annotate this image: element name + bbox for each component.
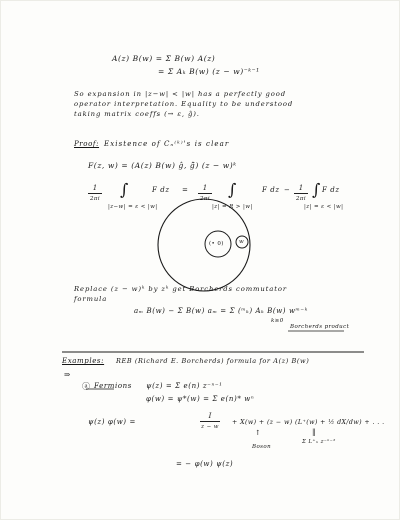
commutation-line-1: A(z) B(w) = Σ B(w) A(z) [112,54,216,63]
phi-expansion: φ(w) = ψ*(w) = Σ e(n)* wⁿ [146,395,255,403]
w-point-label: w [239,239,245,245]
fraction-denominator: 2πi [199,196,211,202]
borcherds-sum-subscript: k≥0 [271,318,284,324]
expansion-text-3: taking matrix coeffs (→ ε, ĝ). [74,110,200,118]
proof-label: Proof: [74,140,100,148]
ope-fraction-numerator: I [208,412,212,420]
psi-expansion: ψ(z) = Σ e(n) z⁻ⁿ⁻¹ [146,382,223,390]
fraction-numerator: 1 [202,184,208,192]
fraction-numerator: 1 [92,184,98,192]
equality-marks: ‖ [312,428,317,436]
integrand-right: F dz [322,186,340,194]
outer-contour-circle [158,199,250,291]
replace-text-2: formula [74,295,108,303]
contour-mid-subscript: |z| = R > |w| [212,204,253,210]
contour-integral-sign-mid: ∫ [228,180,237,199]
expansion-text-1: So expansion in |z−w| < |w| has a perfectly good [74,90,287,98]
examples-text: REB (Richard E. Borcherds) formula for A(z) B(w) [116,357,310,365]
contour-right-subscript: |z| = ε < |w| [304,204,344,210]
integrand-left: F dz [152,186,170,194]
fraction-denominator: 2πi [89,196,101,202]
origin-point-label: (• 0) [209,241,224,247]
replace-text-1: Replace (z − w)ᵏ by zᵏ get Borcherds commutator [74,285,288,293]
ope-right-side: + X(w) + (z − w) (L⁺(w) + ½ dX/dw) + . . . [232,419,385,426]
example-a-marker: ⓐ [82,382,91,391]
borcherds-commutator-formula: aₘ B(w) − Σ B(w) aₘ = Σ (ᵐₖ) Aₖ B(w) wᵐ⁻ᵏ [134,307,308,315]
boson-label: Boson [252,444,272,450]
examples-label: Examples: [62,357,105,365]
f-definition: F(z, w) = (A(z) B(w) ĝ, ĝ̃) (z − w)ᵏ [88,161,237,170]
proof-statement: Existence of Cₙ⁽ᵏ⁾'s is clear [104,140,230,148]
commutation-line-2: = Σ Aₖ B(w) (z − w)⁻ᵏ⁻¹ [158,67,260,76]
fermions-label: Fermions [94,382,132,390]
ope-fraction [200,412,220,431]
ope-left-side: ψ(z) φ(w) = [88,418,136,426]
virasoro-sum: Σ L⁺ₙ z⁻ⁿ⁻² [302,439,336,445]
implies-arrow: ⇒ [64,370,71,379]
expansion-text-2: operator interpretation. Equality to be understood [74,100,294,108]
ope-fraction-bar [200,421,220,422]
contour-left-subscript: |z−w| = ε < |w| [108,204,158,210]
boson-arrow: ↑ [255,429,262,437]
minus-sign: − [284,186,291,194]
contour-integral-sign-right: ∫ [312,180,321,199]
ope-fraction-denominator: z − w [201,424,219,430]
fraction-denominator: 2πi [295,196,307,202]
borcherds-product-note: Borcherds product [290,324,350,330]
integrand-mid: F dz [262,186,280,194]
contour-integral-sign-left: ∫ [120,180,129,199]
fraction-numerator: 1 [298,184,304,192]
anticommutation-result: = − φ(w) ψ(z) [176,460,234,468]
equals-sign: = [182,186,189,194]
